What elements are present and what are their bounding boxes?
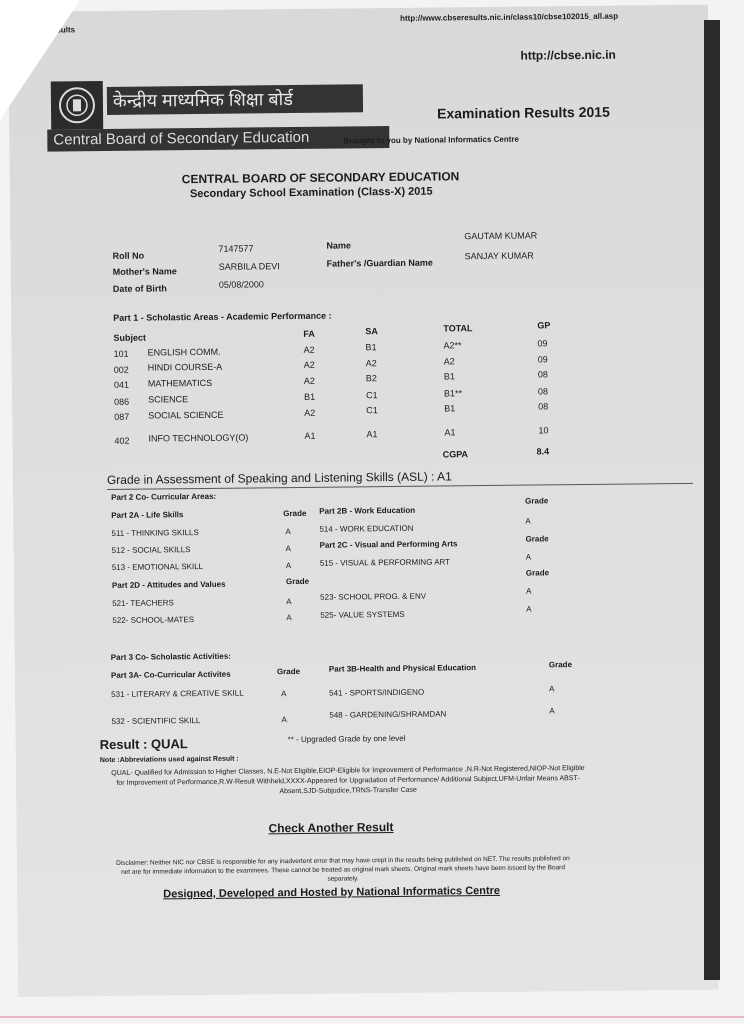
cbse-site-link[interactable]: http://cbse.nic.in — [520, 47, 616, 63]
subject-name: ENGLISH COMM. — [147, 346, 221, 358]
subject-header: Subject — [113, 332, 146, 343]
gp-header: GP — [537, 320, 551, 331]
grade-point: 09 — [537, 353, 548, 364]
result-status: Result : QUAL — [99, 736, 188, 753]
english-board-name: Central Board of Secondary Education — [47, 126, 389, 152]
cbse-logo-banner — [47, 76, 388, 158]
subject-code: 002 — [113, 364, 129, 375]
part2d-row-grade: A — [286, 613, 292, 623]
disclaimer-text: Disclaimer: Neither NIC nor CBSE is responsible for any inadvertent error that may have crept in the results being published on NET. The results published on net are for immediate information to the examinees. These cannot be treated as original mark sheets. Original mark sheets have been issued by the Board separately. — [116, 855, 570, 883]
abbrev-text: QUAL- Qualified for Admission to Higher Classes, N.E-Not Eligible,EIOP-Eligible for Improvement of Performance ,N.R-Not Registered,NIOP-Not Eligible for Improvement of Performance,R.W-Result Withheld,XXXX-Appeared for Upgradation of Performance/ Additional Subject,UFM-Unfair Means ABST-Absent,SJD-Subjudice,TRNS-Transfer Case — [111, 765, 585, 796]
sa-grade: A2 — [365, 358, 377, 369]
part3b-row-grade: A — [549, 706, 555, 716]
part3a-row: 532 - SCIENTIFIC SKILL — [111, 716, 201, 726]
part1-heading: Part 1 - Scholastic Areas - Academic Performance : — [113, 310, 332, 323]
subject-name: INFO TECHNOLOGY(O) — [148, 432, 249, 444]
grade-point: 10 — [538, 424, 549, 435]
part2d-row-grade: A — [526, 586, 532, 596]
part2d-row: 523- SCHOOL PROG. & ENV — [320, 591, 427, 602]
part3a-row: 531 - LITERARY & CREATIVE SKILL — [111, 688, 244, 699]
part2d-grade-header: Grade — [285, 576, 310, 587]
subject-code: 087 — [114, 411, 130, 422]
part2a-row-grade: A — [285, 544, 292, 554]
asl-grade: Grade in Assessment of Speaking and Listening Skills (ASL) : A1 — [106, 469, 452, 487]
total-grade: A2** — [443, 340, 462, 351]
part2a-grade-header: Grade — [283, 508, 307, 519]
results-printout — [8, 5, 718, 997]
fa-grade: B1 — [303, 391, 316, 403]
part2d-title: Part 2D - Attitudes and Values — [111, 579, 226, 590]
name-label: Name — [326, 240, 352, 251]
total-grade: A1 — [444, 427, 456, 438]
part3b-row-grade: A — [549, 684, 555, 694]
part2d-row: 521- TEACHERS — [112, 598, 174, 608]
folded-corner — [0, 0, 80, 120]
subject-name: HINDI COURSE-A — [147, 362, 223, 373]
part3-heading: Part 3 Co- Scholastic Activities: — [110, 651, 231, 662]
sa-grade: B2 — [365, 373, 377, 384]
fa-grade: A2 — [304, 407, 316, 418]
scan-edge — [704, 20, 720, 980]
total-grade: B1** — [443, 387, 463, 399]
grade-point: 08 — [537, 369, 548, 380]
fa-header: FA — [303, 328, 315, 339]
cgpa-value: 8.4 — [536, 446, 550, 457]
fa-grade: A2 — [303, 375, 315, 386]
mother-label: Mother's Name — [112, 266, 177, 277]
mother-value: SARBILA DEVI — [218, 261, 280, 272]
subject-code: 402 — [114, 435, 130, 446]
grade-point: 08 — [537, 385, 549, 396]
part2a-title: Part 2A - Life Skills — [111, 510, 184, 520]
total-grade: B1 — [443, 371, 455, 382]
total-grade: A2 — [443, 356, 455, 367]
part3a-title: Part 3A- Co-Curricular Activites — [110, 669, 231, 680]
part2b-row: 514 - WORK EDUCATION — [319, 523, 414, 534]
brought-by-text: Brought to you by National Informatics Centre — [343, 134, 519, 146]
sa-grade: B1 — [365, 342, 377, 353]
father-label: Father's /Guardian Name — [326, 257, 433, 269]
part2a-row: 511 - THINKING SKILLS — [111, 528, 199, 538]
part2d-grade-header-right: Grade — [525, 568, 550, 578]
part3b-grade-header: Grade — [548, 660, 573, 670]
subject-code: 101 — [113, 348, 129, 359]
sa-header: SA — [365, 326, 378, 337]
part2d-row-grade: A — [286, 597, 292, 607]
part2a-row: 512 - SOCIAL SKILLS — [111, 545, 191, 555]
part2b-row-grade: A — [525, 516, 531, 526]
fa-grade: A2 — [303, 359, 315, 371]
part2c-row: 515 - VISUAL & PERFORMING ART — [319, 557, 451, 568]
part2-heading: Part 2 Co- Curricular Areas: — [111, 491, 217, 502]
part3b-title: Part 3B-Health and Physical Education — [328, 663, 477, 674]
total-header: TOTAL — [443, 323, 473, 334]
exam-subtitle: Secondary School Examination (Class-X) 2015 — [189, 185, 433, 201]
part3a-row-grade: A — [281, 715, 287, 725]
subject-name: SCIENCE — [148, 394, 189, 405]
part2c-grade-header: Grade — [525, 534, 549, 544]
grade-point: 08 — [538, 401, 549, 412]
page-border — [0, 1016, 744, 1018]
part2c-title: Part 2C - Visual and Performing Arts — [319, 539, 458, 550]
part3b-row: 541 - SPORTS/INDIGENO — [329, 687, 425, 698]
subject-name: SOCIAL SCIENCE — [148, 409, 224, 421]
sa-grade: A1 — [366, 429, 378, 440]
part2b-grade-header: Grade — [525, 496, 549, 506]
part3a-row-grade: A — [281, 689, 287, 699]
part2a-row-grade: A — [285, 527, 291, 537]
part2a-row: 513 - EMOTIONAL SKILL — [111, 561, 204, 572]
sa-grade: C1 — [366, 405, 378, 416]
dob-value: 05/08/2000 — [218, 279, 264, 290]
part2c-row-grade: A — [525, 552, 532, 562]
sa-grade: C1 — [365, 390, 378, 401]
abbrev-heading: Note :Abbreviations used against Result : — [99, 755, 239, 765]
dob-label: Date of Birth — [112, 283, 167, 294]
subject-code: 086 — [114, 396, 130, 407]
subject-code: 041 — [113, 379, 129, 390]
board-title: CENTRAL BOARD OF SECONDARY EDUCATION — [181, 169, 460, 187]
roll-value: 7147577 — [218, 243, 254, 254]
exam-results-title: Examination Results 2015 — [437, 103, 610, 122]
upgrade-note: ** - Upgraded Grade by one level — [287, 733, 406, 745]
cgpa-label: CGPA — [442, 449, 469, 460]
roll-label: Roll No — [112, 250, 145, 261]
part2d-row: 522- SCHOOL-MATES — [112, 615, 195, 625]
total-grade: B1 — [444, 403, 456, 414]
page-url[interactable]: http://www.cbseresults.nic.in/class10/cbse102015_all.asp — [400, 11, 619, 23]
part2d-row-grade: A — [526, 604, 532, 614]
fa-grade: A2 — [303, 344, 315, 355]
page-title: Results — [46, 25, 76, 35]
part2b-title: Part 2B - Work Education — [319, 505, 416, 516]
part3b-row: 548 - GARDENING/SHRAMDAN — [329, 709, 447, 720]
name-value: GAUTAM KUMAR — [464, 230, 538, 242]
father-value: SANJAY KUMAR — [464, 250, 534, 262]
hindi-board-name: केन्द्रीय माध्यमिक शिक्षा बोर्ड — [107, 84, 363, 115]
subject-name: MATHEMATICS — [147, 377, 213, 389]
nic-credit-link[interactable]: Designed, Developed and Hosted by National Informatics Centre — [163, 884, 501, 901]
part2d-row: 525- VALUE SYSTEMS — [320, 609, 405, 620]
part3a-grade-header: Grade — [276, 666, 301, 677]
fa-grade: A1 — [304, 430, 316, 442]
grade-point: 09 — [537, 338, 548, 349]
part2a-row-grade: A — [285, 561, 292, 571]
check-another-result-link[interactable]: Check Another Result — [268, 820, 394, 836]
